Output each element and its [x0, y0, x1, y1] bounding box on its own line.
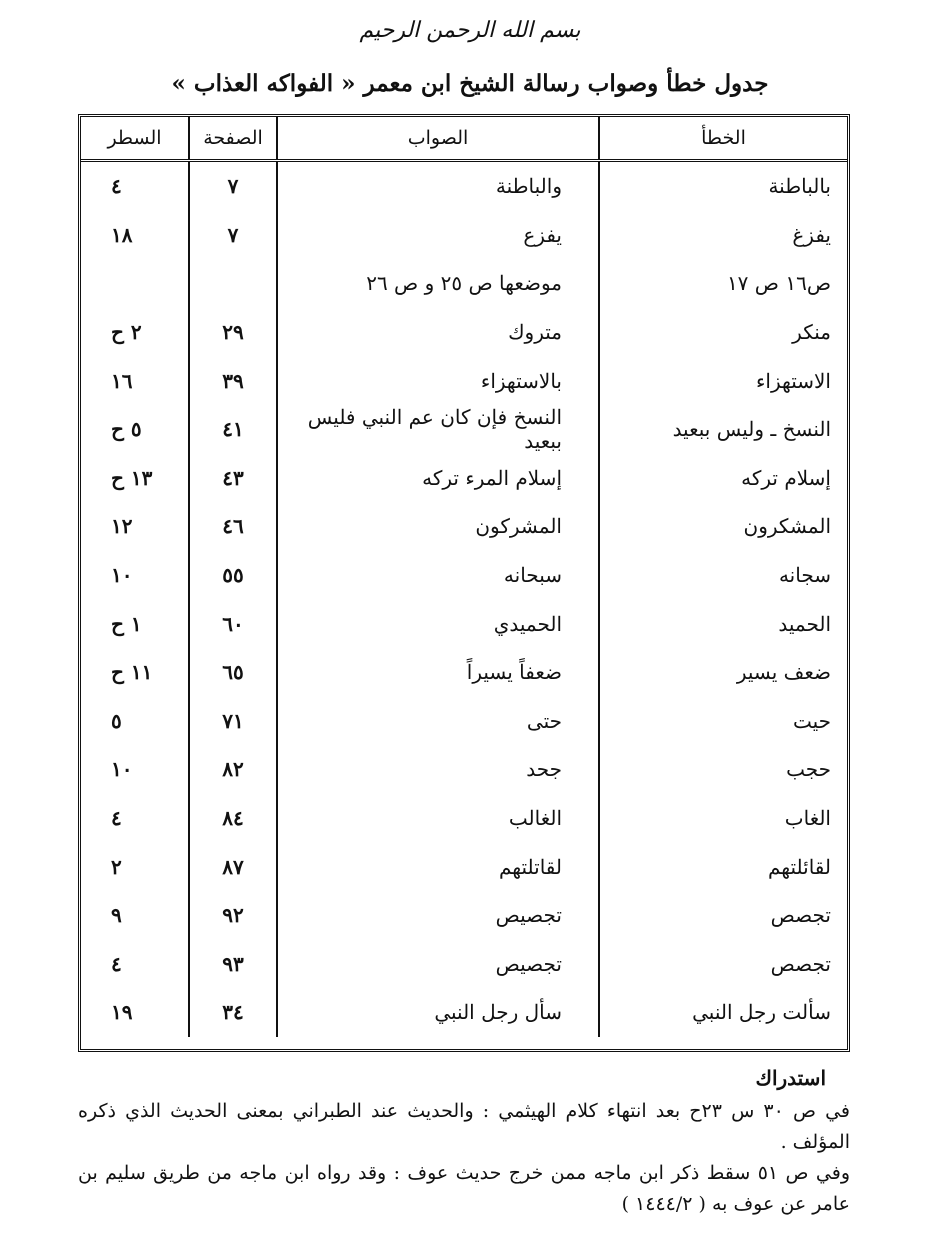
cell-right: موضعها ص ٢٥ و ص ٢٦ — [277, 259, 599, 308]
cell-page: ٧١ — [189, 697, 277, 746]
cell-wrong: بالباطنة — [599, 161, 847, 211]
cell-wrong: الاستهزاء — [599, 356, 847, 405]
cell-wrong: لقائلتهم — [599, 842, 847, 891]
cell-wrong: إسلام تركه — [599, 454, 847, 503]
cell-line: ١٦ — [111, 368, 133, 393]
cell-page: ٩٣ — [189, 940, 277, 989]
table-row — [81, 697, 847, 746]
addendum-notes — [78, 1096, 850, 1220]
cell-line: ٩ — [111, 903, 122, 928]
cell-line: ١٠ — [111, 757, 133, 782]
table-row — [81, 454, 847, 503]
cell-wrong: يفزغ — [599, 211, 847, 260]
cell-line: ١٢ — [111, 514, 133, 539]
errata-table — [81, 117, 847, 1037]
cell-right: الحميدي — [277, 599, 599, 648]
cell-wrong: منكر — [599, 308, 847, 357]
table-row — [81, 356, 847, 405]
table-row — [81, 308, 847, 357]
cell-line: ٤ — [111, 951, 122, 976]
cell-right: لقاتلتهم — [277, 842, 599, 891]
cell-page: ٥٥ — [189, 551, 277, 600]
table-row — [81, 259, 847, 308]
cell-wrong: تجصص — [599, 940, 847, 989]
cell-page: ٣٩ — [189, 356, 277, 405]
cell-right: متروك — [277, 308, 599, 357]
cell-wrong: الحميد — [599, 599, 847, 648]
table-row — [81, 405, 847, 454]
cell-line: ٢ — [111, 854, 122, 879]
header-page: الصفحة — [189, 117, 277, 161]
header-line: السطر — [81, 117, 189, 161]
table-row — [81, 211, 847, 260]
cell-right: تجصيص — [277, 891, 599, 940]
cell-right: سأل رجل النبي — [277, 988, 599, 1037]
cell-wrong: سألت رجل النبي — [599, 988, 847, 1037]
cell-wrong: ضعف يسير — [599, 648, 847, 697]
addendum-note-1: في ص ٣٠ س ٢٣ح بعد انتهاء كلام الهيثمي : والحديث عند الطبراني بمعنى الحديث الذي ذكره المؤلف . — [78, 1100, 850, 1153]
cell-right: بالاستهزاء — [277, 356, 599, 405]
cell-right: إسلام المرء تركه — [277, 454, 599, 503]
cell-line: ٤ — [111, 174, 122, 199]
table-row — [81, 940, 847, 989]
page-title: جدول خطأ وصواب رسالة الشيخ ابن معمر « الفواكه العذاب » — [171, 70, 769, 97]
table-row — [81, 842, 847, 891]
cell-page: ٨٧ — [189, 842, 277, 891]
cell-page: ٧ — [189, 161, 277, 211]
cell-line: ١١ ح — [111, 660, 153, 685]
cell-page: ٨٤ — [189, 794, 277, 843]
cell-line: ٢ ح — [111, 320, 142, 345]
cell-wrong: ص١٦ ص ١٧ — [599, 259, 847, 308]
addendum-note-2: وفي ص ٥١ سقط ذكر ابن ماجه ممن خرج حديث عوف : وقد رواه ابن ماجه من طريق سليم بن عامر عن عوف به ( ١٤٤٤/٢ ) — [78, 1162, 850, 1215]
table-row — [81, 891, 847, 940]
cell-page: ٨٢ — [189, 745, 277, 794]
errata-table-frame — [78, 114, 850, 1052]
cell-page: ٦٥ — [189, 648, 277, 697]
table-row — [81, 988, 847, 1037]
cell-page: ٤١ — [189, 405, 277, 454]
cell-right: جحد — [277, 745, 599, 794]
cell-page: ٢٩ — [189, 308, 277, 357]
cell-right: يفزع — [277, 211, 599, 260]
cell-wrong: النسخ ـ وليس ببعيد — [599, 405, 847, 454]
cell-wrong: حيت — [599, 697, 847, 746]
cell-line: ٥ — [111, 708, 122, 733]
cell-page: ٧ — [189, 211, 277, 260]
table-row — [81, 551, 847, 600]
cell-wrong: حجب — [599, 745, 847, 794]
cell-right: والباطنة — [277, 161, 599, 211]
cell-page: ٦٠ — [189, 599, 277, 648]
table-row — [81, 502, 847, 551]
cell-right: حتى — [277, 697, 599, 746]
cell-line: ٥ ح — [111, 417, 142, 442]
table-row — [81, 794, 847, 843]
basmala: بسم الله الرحمن الرحيم — [359, 18, 581, 43]
cell-wrong: الغاب — [599, 794, 847, 843]
cell-wrong: سجانه — [599, 551, 847, 600]
table-row — [81, 599, 847, 648]
cell-right: سبحانه — [277, 551, 599, 600]
addendum-heading: استدراك — [755, 1066, 826, 1090]
cell-line: ٤ — [111, 806, 122, 831]
cell-right: الغالب — [277, 794, 599, 843]
cell-line — [81, 259, 189, 308]
cell-right: ضعفاً يسيراً — [277, 648, 599, 697]
table-row — [81, 161, 847, 211]
cell-right: المشركون — [277, 502, 599, 551]
header-wrong: الخطأ — [599, 117, 847, 161]
cell-page: ٩٢ — [189, 891, 277, 940]
cell-wrong: تجصص — [599, 891, 847, 940]
header-row — [81, 117, 847, 161]
cell-right: النسخ فإن كان عم النبي فليس ببعيد — [277, 405, 599, 454]
cell-wrong: المشكرون — [599, 502, 847, 551]
cell-line: ١٠ — [111, 563, 133, 588]
cell-line: ١٩ — [111, 1000, 133, 1025]
cell-right: تجصيص — [277, 940, 599, 989]
table-row — [81, 745, 847, 794]
cell-page: ٤٦ — [189, 502, 277, 551]
header-right: الصواب — [277, 117, 599, 161]
cell-line: ١٣ ح — [111, 465, 153, 490]
cell-page: ٣٤ — [189, 988, 277, 1037]
cell-page — [189, 259, 277, 308]
cell-line: ١٨ — [111, 222, 133, 247]
cell-line: ١ ح — [111, 611, 142, 636]
table-row — [81, 648, 847, 697]
cell-page: ٤٣ — [189, 454, 277, 503]
